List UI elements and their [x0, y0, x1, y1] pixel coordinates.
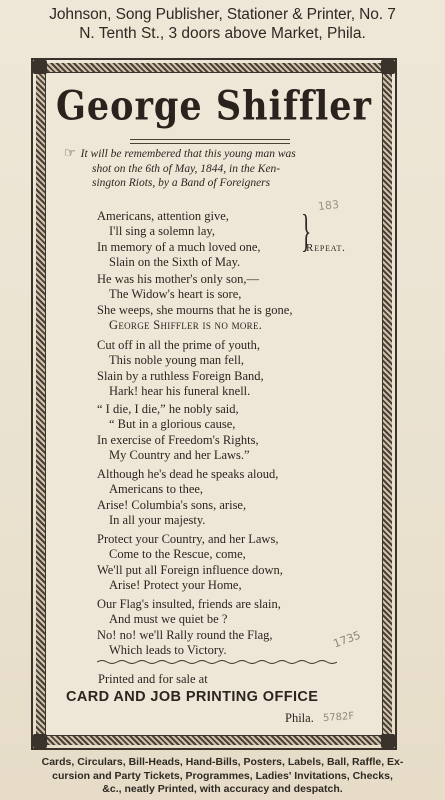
pencil-mark: 183: [317, 197, 340, 214]
verse-line: Cut off in all the prime of youth,: [97, 338, 260, 352]
imprint-city: Phila.: [285, 711, 314, 725]
verse-line: Protect your Country, and her Laws,: [97, 532, 279, 546]
stanza: [97, 467, 387, 529]
printer-advertisement: [3, 756, 442, 797]
verse-line: She weeps, she mourns that he is gone,: [97, 302, 293, 317]
verse-line: In all your majesty.: [109, 513, 206, 528]
title-rule-divider: [130, 139, 290, 144]
verse-line: We'll put all Foreign influence down,: [97, 562, 283, 577]
stanza: [97, 532, 387, 594]
verse-line: “ I die, I die,” he nobly said,: [97, 402, 239, 416]
advertisement-line: Cards, Circulars, Bill-Heads, Hand-Bills, Posters, Labels, Ball, Raffle, Ex-: [41, 756, 404, 768]
border-corner-ornament: [33, 734, 47, 748]
pointing-hand-icon: ☞: [64, 145, 76, 160]
verse-line: In memory of a much loved one,: [97, 239, 261, 254]
publisher-header-line-2: N. Tenth St., 3 doors above Market, Phila.: [79, 25, 366, 42]
verse-line: And must we quiet be ?: [109, 612, 228, 627]
verse-line: Our Flag's insulted, friends are slain,: [97, 597, 281, 611]
imprint-printed: Printed and for sale at: [98, 672, 208, 686]
advertisement-line: &c., neatly Printed, with accuracy and despatch.: [102, 783, 343, 795]
verse-line: Arise! Protect your Home,: [109, 578, 242, 593]
verse-line: Arise! Columbia's sons, arise,: [97, 497, 247, 512]
verse-line: He was his mother's only son,—: [97, 272, 259, 286]
repeat-brace: }: [301, 205, 312, 256]
repeat-label: Repeat.: [306, 242, 346, 254]
verse-line: Americans, attention give,: [97, 209, 229, 223]
verse-line: The Widow's heart is sore,: [109, 287, 242, 302]
stanza: [97, 272, 387, 334]
verse-line: Americans to thee,: [109, 482, 204, 497]
verse-line: Slain by a ruthless Foreign Band,: [97, 368, 264, 383]
verse-line: Although he's dead he speaks aloud,: [97, 467, 279, 481]
note-line: It will be remembered that this young man was: [80, 148, 296, 160]
pencil-mark: 1735: [331, 628, 363, 651]
verse-line: George Shiffler is no more.: [109, 318, 263, 333]
advertisement-line: cursion and Party Tickets, Programmes, Ladies' Invitations, Checks,: [52, 769, 393, 782]
border-corner-ornament: [33, 60, 47, 74]
stanza: [97, 597, 387, 659]
verse-line: Slain on the Sixth of May.: [109, 255, 241, 270]
verse-line: No! no! we'll Rally round the Flag,: [97, 627, 273, 642]
song-title: George Shiffler: [55, 82, 372, 131]
verse-line: Hark! hear his funeral knell.: [109, 384, 251, 399]
verse-line: “ But in a glorious cause,: [109, 417, 236, 432]
imprint-office: CARD AND JOB PRINTING OFFICE: [66, 689, 319, 705]
verse-line: My Country and her Laws.”: [109, 448, 250, 463]
dedication-note: [64, 146, 364, 191]
verse-line: In exercise of Freedom's Rights,: [97, 432, 259, 447]
border-corner-ornament: [381, 60, 395, 74]
verse-line: Which leads to Victory.: [109, 643, 227, 658]
stanza: [97, 338, 387, 400]
stanza: [97, 402, 387, 464]
verse-line: This noble young man fell,: [109, 353, 245, 368]
wavy-rule-divider: [97, 659, 337, 665]
verse-line: Come to the Rescue, come,: [109, 547, 246, 562]
verse-line: I'll sing a solemn lay,: [109, 224, 215, 239]
note-line: sington Riots, by a Band of Foreigners: [92, 177, 271, 189]
note-line: shot on the 6th of May, 1844, in the Ken-: [92, 162, 281, 175]
border-corner-ornament: [381, 734, 395, 748]
publisher-header-line-1: Johnson, Song Publisher, Stationer & Printer, No. 7: [49, 6, 396, 23]
pencil-mark: 5782F: [322, 710, 355, 725]
